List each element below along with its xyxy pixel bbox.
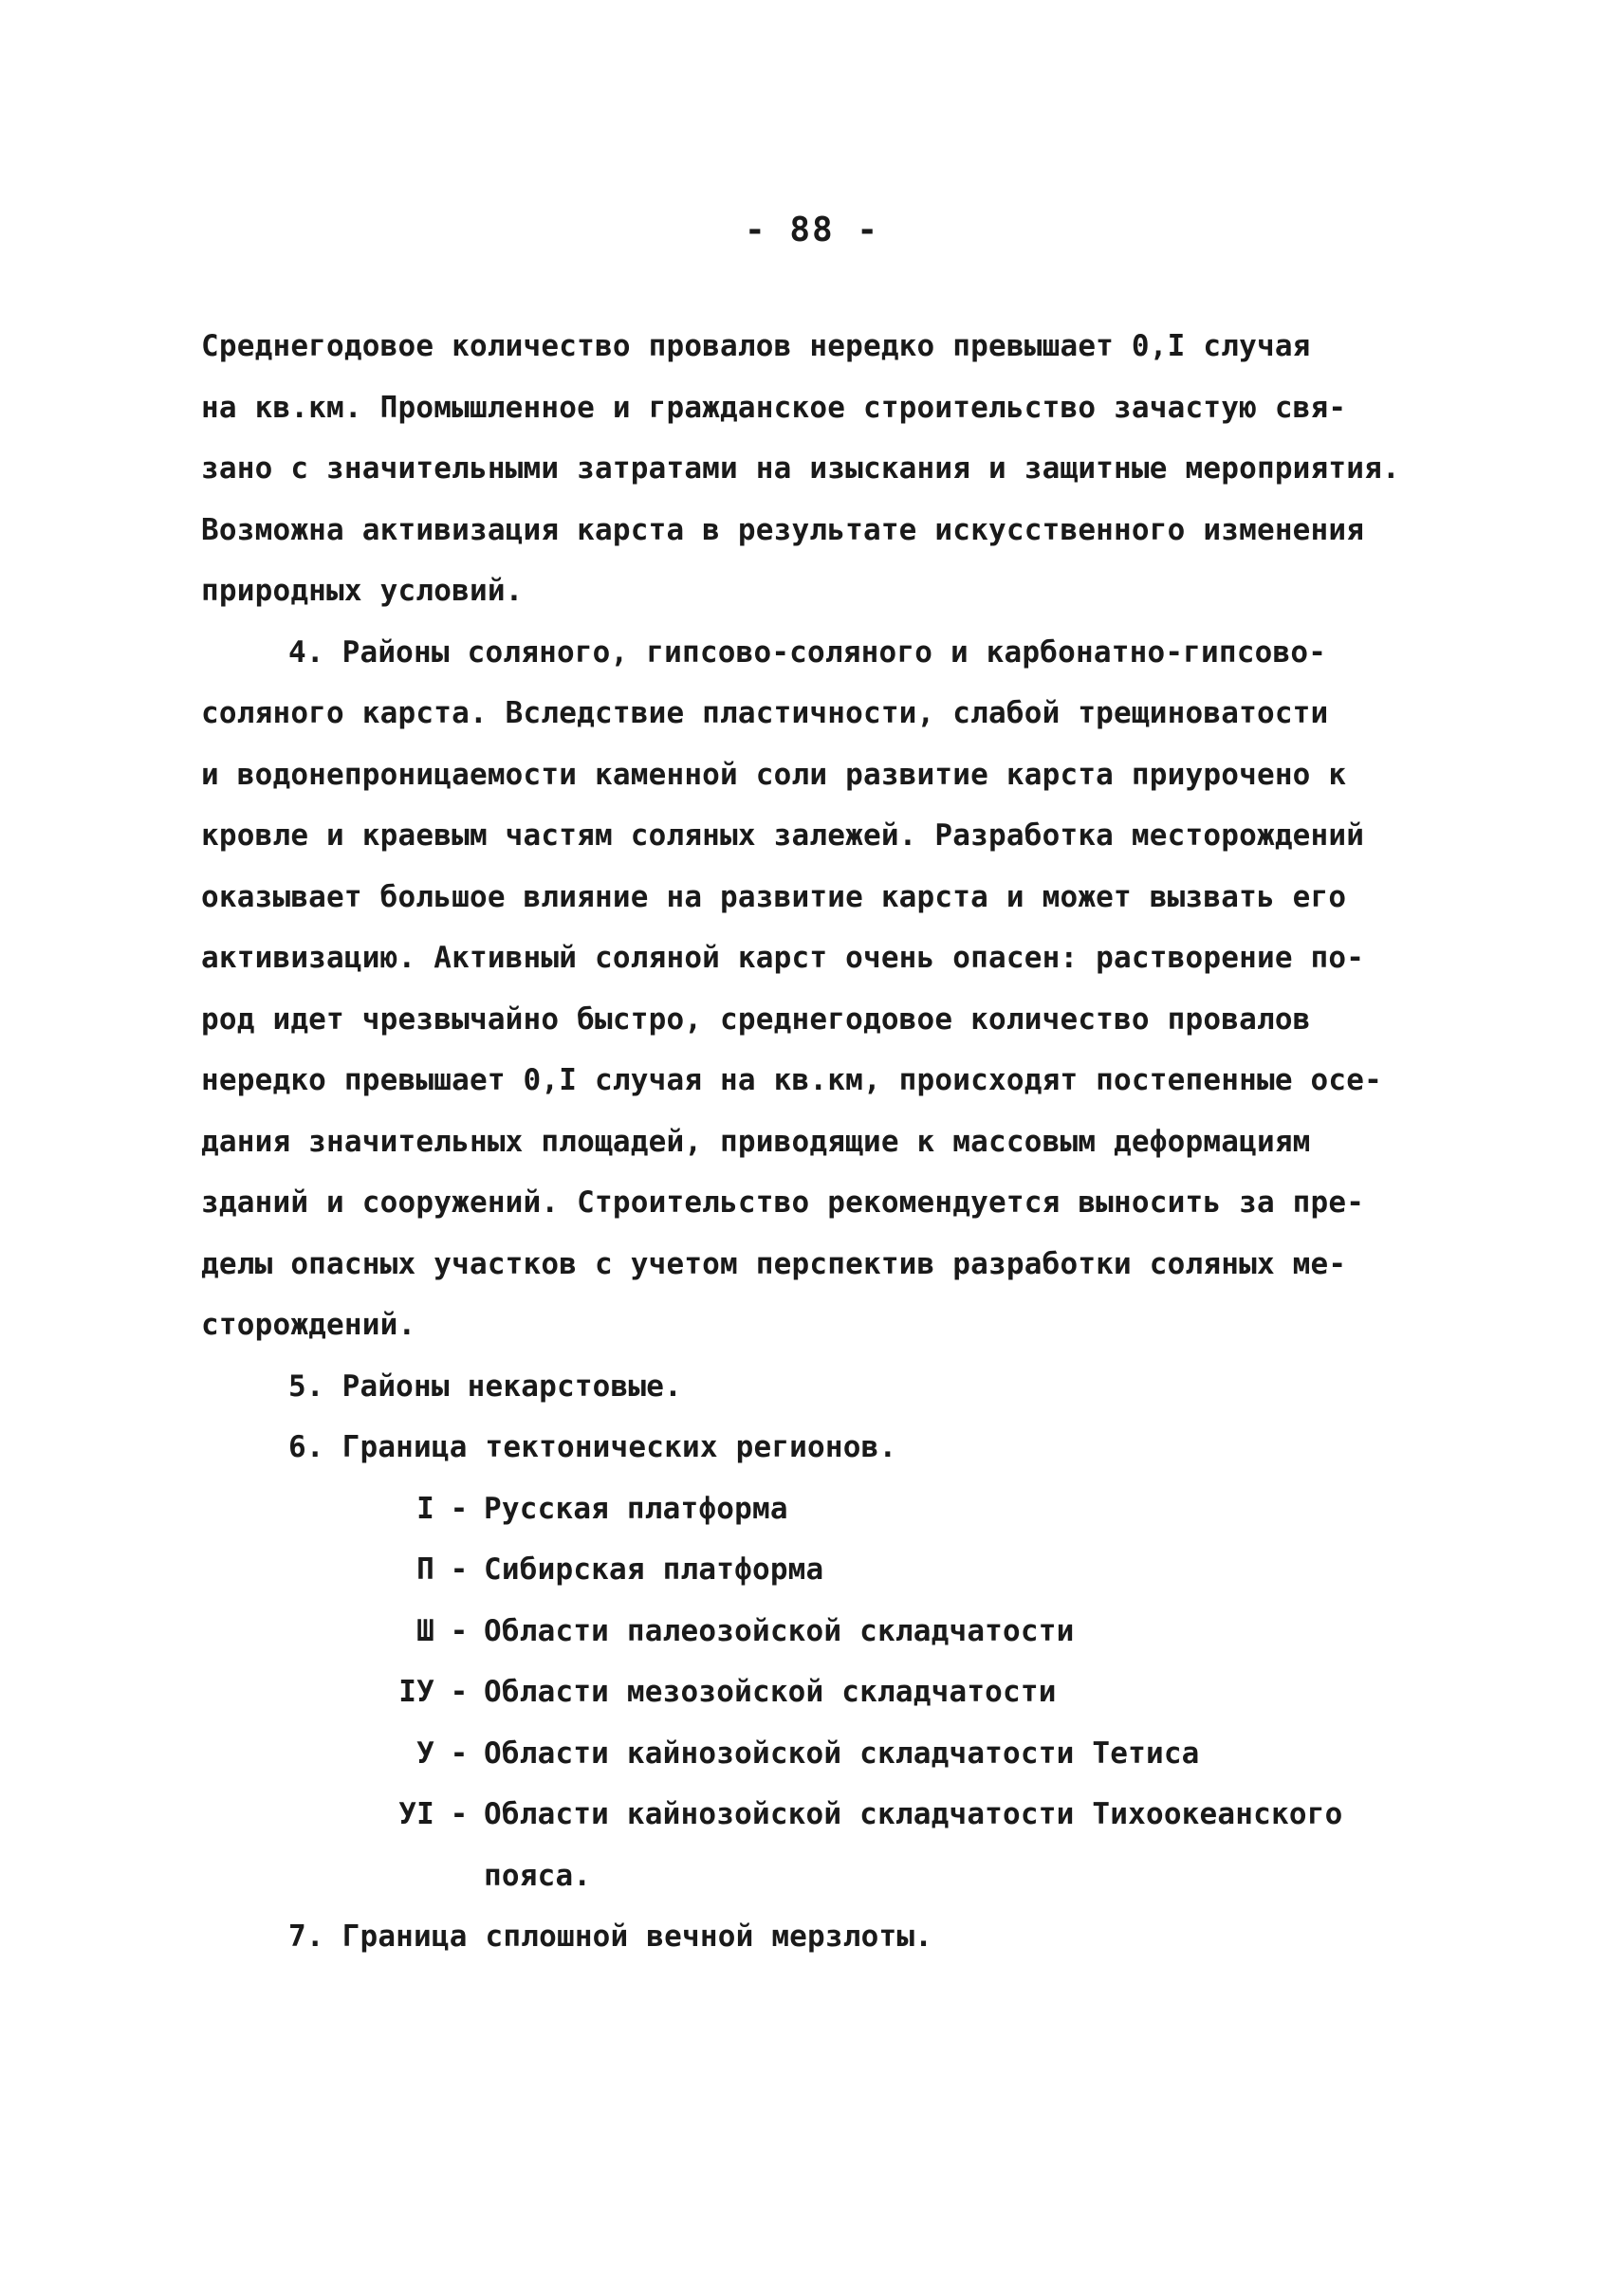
region-numeral: I — [416, 1491, 434, 1526]
region-label: Области кайнозойской складчатости Тихоокеанского — [484, 1797, 1343, 1831]
item-6: 6. Граница тектонических регионов. — [288, 1430, 897, 1464]
region-numeral: Ш — [416, 1613, 434, 1648]
text-line: зано с значительными затратами на изыскания и защитные мероприятия. — [201, 451, 1400, 486]
region-label: Сибирская платформа — [484, 1552, 824, 1587]
region-numeral: УI — [398, 1797, 434, 1831]
text-line: дания значительных площадей, приводящие к массовым деформациям — [201, 1124, 1311, 1159]
text-line: зданий и сооружений. Строительство рекомендуется выносить за пре- — [201, 1185, 1365, 1220]
region-dash: - — [450, 1797, 469, 1831]
text-line: соляного карста. Вследствие пластичности, слабой трещиноватости — [201, 696, 1329, 730]
item-4-heading-line: 4. Районы соляного, гипсово-соляного и карбонатно-гипсово- — [288, 634, 1327, 670]
list-item — [288, 1479, 1463, 1540]
list-item — [288, 1539, 1463, 1601]
region-label: Русская платформа — [484, 1491, 788, 1526]
text-line: делы опасных участков с учетом перспектив разработки соляных ме- — [201, 1246, 1347, 1281]
list-item — [288, 1784, 1463, 1846]
region-numeral: П — [416, 1552, 434, 1587]
text-line: оказывает большое влияние на развитие карста и может вызвать его — [201, 879, 1347, 914]
region-dash: - — [450, 1736, 469, 1771]
region-label: Области мезозойской складчатости — [484, 1675, 1057, 1709]
region-dash: - — [450, 1675, 469, 1709]
text-line: кровле и краевым частям соляных залежей. Разработка месторождений — [201, 818, 1365, 853]
text-line: и водонепроницаемости каменной соли развитие карста приурочено к — [201, 757, 1347, 792]
region-dash: - — [450, 1491, 469, 1526]
region-label-continuation: пояса. — [484, 1858, 592, 1893]
list-item-continuation — [288, 1846, 1463, 1907]
text-line: Среднегодовое количество провалов нередко превышает 0,I случая — [201, 329, 1311, 363]
text-line: на кв.км. Промышленное и гражданское строительство зачастую свя- — [201, 390, 1347, 425]
region-dash: - — [450, 1552, 469, 1587]
text-line: активизацию. Активный соляной карст очень опасен: растворение по- — [201, 941, 1365, 975]
region-dash: - — [450, 1613, 469, 1648]
region-label: Области кайнозойской складчатости Тетиса — [484, 1736, 1200, 1771]
region-numeral: IУ — [398, 1675, 434, 1709]
item-7: 7. Граница сплошной вечной мерзлоты. — [288, 1919, 933, 1954]
text-line: нередко превышает 0,I случая на кв.км, происходят постепенные осе- — [201, 1063, 1382, 1097]
text-line: природных условий. — [201, 574, 524, 608]
list-item — [288, 1723, 1463, 1785]
text-line: сторождений. — [201, 1308, 416, 1342]
list-item — [288, 1662, 1463, 1723]
region-label: Области палеозойской складчатости — [484, 1613, 1075, 1648]
text-line: род идет чрезвычайно быстро, среднегодовое количество провалов — [201, 1001, 1311, 1037]
page-number: - 88 - — [744, 211, 880, 249]
region-numeral: У — [416, 1736, 434, 1771]
body-text — [201, 316, 1463, 1968]
regions-list — [201, 1479, 1463, 1907]
text-line: Возможна активизация карста в результате искусственного изменения — [201, 512, 1365, 547]
item-5: 5. Районы некарстовые. — [288, 1368, 682, 1404]
list-item — [288, 1601, 1463, 1662]
